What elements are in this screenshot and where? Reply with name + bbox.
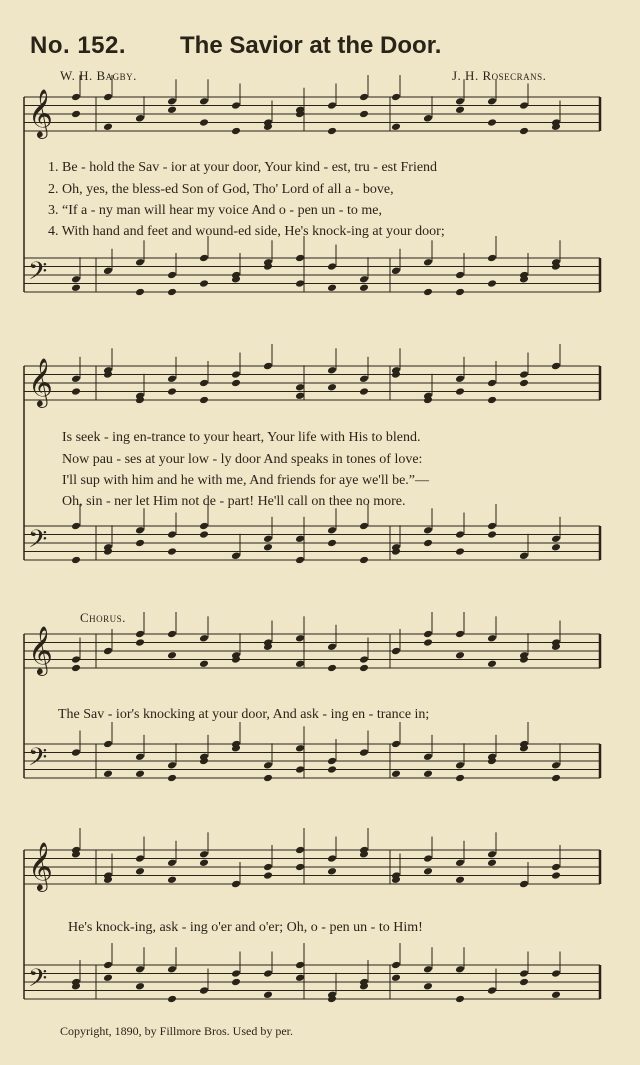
- hymn-number: No. 152.: [30, 32, 127, 59]
- note-head: [295, 634, 305, 643]
- note-head: [295, 279, 305, 288]
- note-head: [103, 769, 113, 778]
- note-head: [327, 262, 337, 271]
- note-head: [103, 122, 113, 131]
- note-head: [199, 254, 209, 263]
- note-head: [71, 655, 81, 664]
- note-head: [167, 965, 177, 974]
- note-head: [359, 556, 369, 565]
- verse2-line-3: I'll sup with him and he with me, And friends for aye we'll be.”—: [62, 473, 430, 488]
- note-head: [487, 279, 497, 288]
- note-head: [199, 858, 209, 867]
- note-head: [135, 630, 145, 639]
- note-head: [455, 875, 465, 884]
- note-head: [103, 961, 113, 970]
- note-head: [455, 774, 465, 783]
- note-head: [551, 774, 561, 783]
- note-head: [455, 374, 465, 383]
- note-head: [263, 362, 273, 371]
- note-head: [167, 288, 177, 297]
- note-head: [263, 871, 273, 880]
- note-head: [551, 534, 561, 543]
- note-head: [199, 634, 209, 643]
- note-head: [199, 850, 209, 859]
- note-head: [167, 858, 177, 867]
- note-head: [167, 530, 177, 539]
- note-head: [487, 97, 497, 106]
- note-head: [487, 396, 497, 405]
- note-head: [551, 863, 561, 872]
- note-head: [103, 973, 113, 982]
- note-head: [359, 283, 369, 292]
- chorus-line-1: The Sav - ior's knocking at your door, And ask - ing en - trance in;: [58, 707, 430, 722]
- note-head: [135, 288, 145, 297]
- note-head: [295, 383, 305, 392]
- note-head: [359, 748, 369, 757]
- note-head: [103, 740, 113, 749]
- note-head: [71, 110, 81, 119]
- note-head: [167, 97, 177, 106]
- note-head: [551, 871, 561, 880]
- note-head: [487, 522, 497, 531]
- note-head: [135, 539, 145, 548]
- note-head: [135, 114, 145, 123]
- note-head: [391, 93, 401, 102]
- note-head: [167, 761, 177, 770]
- note-head: [423, 867, 433, 876]
- verse2-line-4: Oh, sin - ner let Him not de - part! He'll call on thee no more.: [62, 494, 406, 509]
- note-head: [327, 664, 337, 673]
- note-head: [167, 630, 177, 639]
- note-head: [423, 638, 433, 647]
- chorus-line-2: He's knock-ing, ask - ing o'er and o'er; Oh, o - pen un - to Him!: [68, 920, 423, 935]
- note-head: [455, 547, 465, 556]
- note-head: [519, 969, 529, 978]
- bass-clef-icon: 𝄢: [28, 743, 48, 778]
- note-head: [295, 973, 305, 982]
- note-head: [455, 651, 465, 660]
- note-head: [263, 863, 273, 872]
- note-head: [423, 539, 433, 548]
- note-head: [135, 526, 145, 535]
- note-head: [71, 283, 81, 292]
- note-head: [199, 396, 209, 405]
- note-head: [391, 769, 401, 778]
- note-head: [487, 530, 497, 539]
- note-head: [519, 978, 529, 987]
- note-head: [199, 986, 209, 995]
- composer-credit: J. H. Rosecrans.: [452, 68, 547, 83]
- note-head: [455, 995, 465, 1004]
- note-head: [455, 761, 465, 770]
- note-head: [423, 114, 433, 123]
- note-head: [71, 556, 81, 565]
- note-head: [487, 254, 497, 263]
- note-head: [327, 757, 337, 766]
- note-head: [103, 93, 113, 102]
- note-head: [263, 990, 273, 999]
- note-head: [487, 850, 497, 859]
- note-head: [519, 379, 529, 388]
- note-head: [263, 969, 273, 978]
- note-head: [487, 634, 497, 643]
- note-head: [295, 961, 305, 970]
- verse-line-4: 4. With hand and feet and wound-ed side, He's knock-ing at your door;: [48, 224, 445, 239]
- note-head: [551, 969, 561, 978]
- bass-clef-icon: 𝄢: [28, 257, 48, 292]
- note-head: [551, 761, 561, 770]
- note-head: [455, 530, 465, 539]
- note-head: [231, 978, 241, 987]
- note-head: [231, 551, 241, 560]
- note-head: [487, 118, 497, 127]
- note-head: [327, 366, 337, 375]
- note-head: [295, 391, 305, 400]
- note-head: [391, 266, 401, 275]
- note-head: [199, 118, 209, 127]
- note-head: [327, 127, 337, 136]
- note-head: [295, 846, 305, 855]
- note-head: [263, 761, 273, 770]
- note-head: [199, 97, 209, 106]
- note-head: [519, 551, 529, 560]
- note-head: [487, 379, 497, 388]
- note-head: [423, 288, 433, 297]
- note-head: [327, 383, 337, 392]
- note-head: [327, 867, 337, 876]
- note-head: [199, 379, 209, 388]
- note-head: [199, 659, 209, 668]
- note-head: [359, 275, 369, 284]
- note-head: [167, 105, 177, 114]
- note-head: [423, 965, 433, 974]
- note-head: [455, 97, 465, 106]
- note-head: [167, 651, 177, 660]
- note-head: [391, 973, 401, 982]
- chorus-label: Chorus.: [80, 610, 126, 625]
- note-head: [231, 379, 241, 388]
- note-head: [295, 765, 305, 774]
- note-head: [295, 556, 305, 565]
- note-head: [455, 858, 465, 867]
- note-head: [487, 986, 497, 995]
- note-head: [359, 374, 369, 383]
- note-head: [423, 630, 433, 639]
- note-head: [71, 374, 81, 383]
- note-head: [71, 748, 81, 757]
- treble-clef-icon: 𝄞: [28, 841, 53, 890]
- note-head: [391, 961, 401, 970]
- note-head: [327, 765, 337, 774]
- note-head: [103, 647, 113, 656]
- note-head: [327, 283, 337, 292]
- note-head: [455, 271, 465, 280]
- note-head: [519, 127, 529, 136]
- note-head: [135, 258, 145, 267]
- note-head: [423, 982, 433, 991]
- note-head: [295, 254, 305, 263]
- note-head: [295, 863, 305, 872]
- note-head: [551, 990, 561, 999]
- verse-line-3: 3. “If a - ny man will hear my voice And o - pen un - to me,: [48, 203, 382, 218]
- note-head: [71, 664, 81, 673]
- note-head: [71, 93, 81, 102]
- verse2-line-2: Now pau - ses at your low - ly door And speaks in tones of love:: [62, 452, 423, 467]
- lyricist-credit: W. H. Bagby.: [60, 68, 137, 83]
- note-head: [167, 387, 177, 396]
- note-head: [423, 769, 433, 778]
- note-head: [455, 965, 465, 974]
- note-head: [295, 534, 305, 543]
- note-head: [71, 522, 81, 531]
- note-head: [359, 522, 369, 531]
- note-head: [135, 982, 145, 991]
- note-head: [455, 288, 465, 297]
- note-head: [423, 752, 433, 761]
- note-head: [167, 875, 177, 884]
- note-head: [551, 362, 561, 371]
- note-head: [263, 534, 273, 543]
- note-head: [135, 965, 145, 974]
- note-head: [455, 630, 465, 639]
- verse-line-1: 1. Be - hold the Sav - ior at your door, Your kind - est, tru - est Friend: [48, 160, 438, 175]
- note-head: [519, 880, 529, 889]
- note-head: [167, 271, 177, 280]
- note-head: [359, 655, 369, 664]
- verse2-line-1: Is seek - ing en-trance to your heart, Your life with His to blend.: [62, 430, 421, 445]
- hymn-title: The Savior at the Door.: [180, 32, 442, 59]
- note-head: [71, 275, 81, 284]
- note-head: [199, 530, 209, 539]
- note-head: [455, 387, 465, 396]
- note-head: [167, 547, 177, 556]
- note-head: [519, 370, 529, 379]
- note-head: [231, 880, 241, 889]
- note-head: [231, 370, 241, 379]
- treble-clef-icon: 𝄞: [28, 357, 53, 406]
- note-head: [327, 539, 337, 548]
- note-head: [487, 858, 497, 867]
- note-head: [359, 110, 369, 119]
- copyright-notice: Copyright, 1890, by Fillmore Bros. Used by per.: [60, 1024, 293, 1038]
- note-head: [199, 522, 209, 531]
- note-head: [167, 995, 177, 1004]
- note-head: [199, 279, 209, 288]
- note-head: [423, 258, 433, 267]
- note-head: [263, 543, 273, 552]
- note-head: [103, 266, 113, 275]
- note-head: [519, 101, 529, 110]
- treble-clef-icon: 𝄞: [28, 625, 53, 674]
- note-head: [391, 647, 401, 656]
- note-head: [359, 93, 369, 102]
- note-head: [263, 774, 273, 783]
- note-head: [167, 774, 177, 783]
- note-head: [391, 740, 401, 749]
- note-head: [327, 526, 337, 535]
- note-head: [167, 374, 177, 383]
- note-head: [327, 101, 337, 110]
- note-head: [423, 854, 433, 863]
- treble-clef-icon: 𝄞: [28, 88, 53, 137]
- note-head: [551, 543, 561, 552]
- note-head: [487, 659, 497, 668]
- note-head: [71, 387, 81, 396]
- bass-clef-icon: 𝄢: [28, 964, 48, 999]
- note-head: [135, 638, 145, 647]
- note-head: [135, 867, 145, 876]
- verse-line-2: 2. Oh, yes, the bless-ed Son of God, Tho' Lord of all a - bove,: [48, 182, 394, 197]
- note-head: [295, 659, 305, 668]
- note-head: [455, 105, 465, 114]
- note-head: [231, 101, 241, 110]
- note-head: [135, 752, 145, 761]
- note-head: [327, 642, 337, 651]
- note-head: [359, 664, 369, 673]
- note-head: [359, 387, 369, 396]
- note-head: [135, 769, 145, 778]
- note-head: [231, 127, 241, 136]
- note-head: [135, 854, 145, 863]
- note-head: [295, 744, 305, 753]
- note-head: [231, 969, 241, 978]
- note-head: [423, 526, 433, 535]
- bass-clef-icon: 𝄢: [28, 525, 48, 560]
- note-head: [391, 122, 401, 131]
- note-head: [327, 854, 337, 863]
